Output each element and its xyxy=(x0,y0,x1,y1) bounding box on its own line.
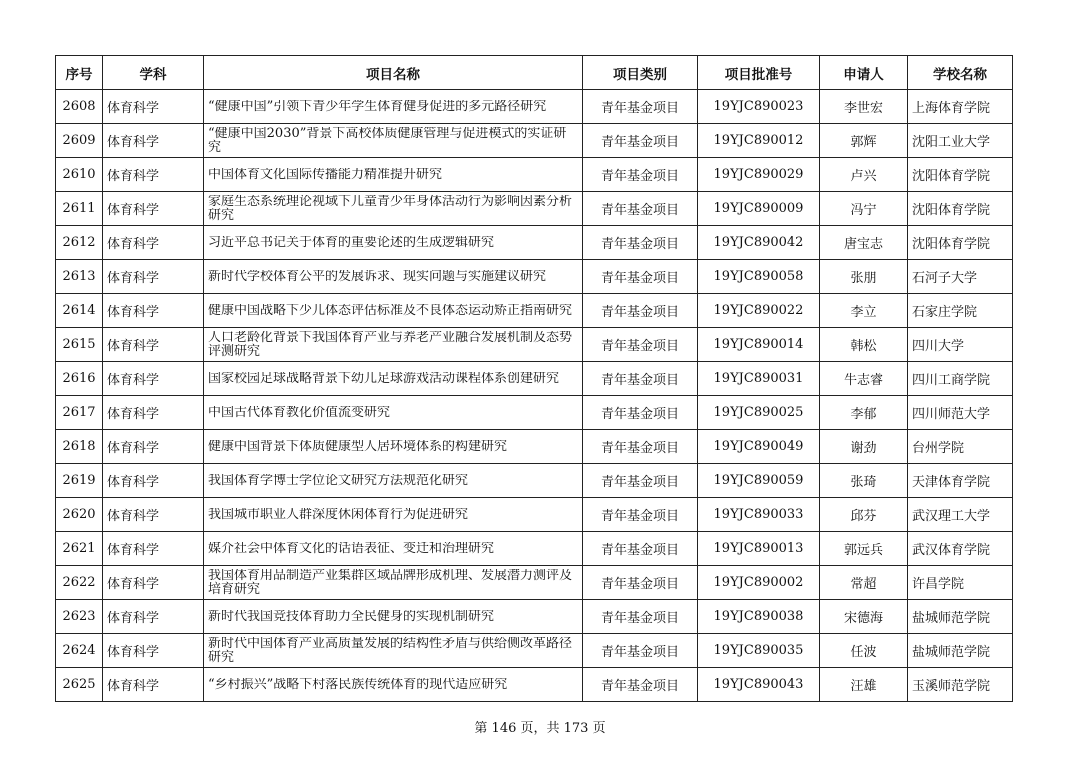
project-name-text: “健康中国”引领下青少年学生体育健身促进的多元路径研究 xyxy=(208,99,547,114)
cell-applicant: 郭远兵 xyxy=(820,532,908,566)
cell-project-name xyxy=(204,90,583,124)
cell-subject: 体育科学 xyxy=(103,566,204,600)
cell-subject: 体育科学 xyxy=(103,362,204,396)
cell-applicant: 卢兴 xyxy=(820,158,908,192)
cell-project-name xyxy=(204,192,583,226)
cell-project-type: 青年基金项目 xyxy=(583,294,698,328)
project-name-text: 新时代学校体育公平的发展诉求、现实问题与实施建议研究 xyxy=(208,269,547,284)
cell-seq: 2620 xyxy=(56,498,103,532)
header-seq: 序号 xyxy=(56,56,103,90)
table-row xyxy=(56,430,1013,464)
cell-subject: 体育科学 xyxy=(103,226,204,260)
cell-project-type: 青年基金项目 xyxy=(583,90,698,124)
cell-school: 石家庄学院 xyxy=(908,294,1013,328)
cell-school: 台州学院 xyxy=(908,430,1013,464)
cell-seq: 2615 xyxy=(56,328,103,362)
cell-applicant: 李立 xyxy=(820,294,908,328)
cell-project-type: 青年基金项目 xyxy=(583,668,698,702)
cell-school: 石河子大学 xyxy=(908,260,1013,294)
cell-project-type: 青年基金项目 xyxy=(583,532,698,566)
cell-applicant: 牛志睿 xyxy=(820,362,908,396)
cell-subject: 体育科学 xyxy=(103,464,204,498)
cell-approval-no: 19YJC890023 xyxy=(698,90,820,124)
cell-project-type: 青年基金项目 xyxy=(583,158,698,192)
cell-subject: 体育科学 xyxy=(103,294,204,328)
cell-school: 武汉体育学院 xyxy=(908,532,1013,566)
cell-applicant: 邱芬 xyxy=(820,498,908,532)
cell-project-type: 青年基金项目 xyxy=(583,634,698,668)
cell-project-type: 青年基金项目 xyxy=(583,362,698,396)
table-row xyxy=(56,328,1013,362)
cell-school: 盐城师范学院 xyxy=(908,634,1013,668)
cell-project-name xyxy=(204,362,583,396)
table-row xyxy=(56,634,1013,668)
cell-seq: 2621 xyxy=(56,532,103,566)
header-applicant: 申请人 xyxy=(820,56,908,90)
cell-project-name xyxy=(204,158,583,192)
cell-project-type: 青年基金项目 xyxy=(583,396,698,430)
cell-seq: 2619 xyxy=(56,464,103,498)
table-row xyxy=(56,158,1013,192)
project-name-text: 国家校园足球战略背景下幼儿足球游戏活动课程体系创建研究 xyxy=(208,371,560,386)
project-name-text: 我国体育学博士学位论文研究方法规范化研究 xyxy=(208,473,469,488)
cell-subject: 体育科学 xyxy=(103,396,204,430)
cell-approval-no: 19YJC890012 xyxy=(698,124,820,158)
table-row xyxy=(56,260,1013,294)
cell-subject: 体育科学 xyxy=(103,532,204,566)
table-row xyxy=(56,124,1013,158)
cell-project-name xyxy=(204,634,583,668)
cell-approval-no: 19YJC890042 xyxy=(698,226,820,260)
cell-project-type: 青年基金项目 xyxy=(583,192,698,226)
table-row xyxy=(56,90,1013,124)
cell-applicant: 冯宁 xyxy=(820,192,908,226)
page-footer: 第 146 页，共 173 页 xyxy=(474,721,606,736)
project-name-text: 我国城市职业人群深度休闲体育行为促进研究 xyxy=(208,507,469,522)
table-row xyxy=(56,498,1013,532)
cell-subject: 体育科学 xyxy=(103,600,204,634)
cell-seq: 2618 xyxy=(56,430,103,464)
cell-project-type: 青年基金项目 xyxy=(583,124,698,158)
cell-subject: 体育科学 xyxy=(103,498,204,532)
cell-approval-no: 19YJC890009 xyxy=(698,192,820,226)
cell-approval-no: 19YJC890049 xyxy=(698,430,820,464)
table-row xyxy=(56,600,1013,634)
project-name-text: 媒介社会中体育文化的话语表征、变迁和治理研究 xyxy=(208,541,495,556)
cell-project-name xyxy=(204,566,583,600)
cell-applicant: 李郁 xyxy=(820,396,908,430)
cell-approval-no: 19YJC890013 xyxy=(698,532,820,566)
cell-subject: 体育科学 xyxy=(103,668,204,702)
cell-applicant: 张琦 xyxy=(820,464,908,498)
cell-project-name xyxy=(204,600,583,634)
cell-applicant: 唐宝志 xyxy=(820,226,908,260)
cell-project-type: 青年基金项目 xyxy=(583,498,698,532)
project-name-text: 我国体育用品制造产业集群区域品牌形成机理、发展潜力测评及培育研究 xyxy=(208,568,573,597)
project-name-text: 中国体育文化国际传播能力精准提升研究 xyxy=(208,167,443,182)
cell-applicant: 汪雄 xyxy=(820,668,908,702)
table-row xyxy=(56,566,1013,600)
cell-project-name xyxy=(204,498,583,532)
table-row xyxy=(56,226,1013,260)
table-row xyxy=(56,396,1013,430)
cell-seq: 2612 xyxy=(56,226,103,260)
table-row xyxy=(56,668,1013,702)
cell-subject: 体育科学 xyxy=(103,634,204,668)
cell-school: 天津体育学院 xyxy=(908,464,1013,498)
cell-project-name xyxy=(204,226,583,260)
cell-seq: 2623 xyxy=(56,600,103,634)
cell-applicant: 宋德海 xyxy=(820,600,908,634)
cell-approval-no: 19YJC890058 xyxy=(698,260,820,294)
table-row xyxy=(56,192,1013,226)
header-approval-no: 项目批准号 xyxy=(698,56,820,90)
cell-school: 沈阳体育学院 xyxy=(908,192,1013,226)
cell-approval-no: 19YJC890025 xyxy=(698,396,820,430)
header-school: 学校名称 xyxy=(908,56,1013,90)
cell-subject: 体育科学 xyxy=(103,124,204,158)
cell-project-type: 青年基金项目 xyxy=(583,226,698,260)
cell-school: 玉溪师范学院 xyxy=(908,668,1013,702)
cell-applicant: 张朋 xyxy=(820,260,908,294)
cell-school: 上海体育学院 xyxy=(908,90,1013,124)
header-project-type: 项目类别 xyxy=(583,56,698,90)
project-name-text: 习近平总书记关于体育的重要论述的生成逻辑研究 xyxy=(208,235,495,250)
header-row xyxy=(56,56,1013,90)
cell-school: 四川师范大学 xyxy=(908,396,1013,430)
cell-subject: 体育科学 xyxy=(103,90,204,124)
cell-seq: 2611 xyxy=(56,192,103,226)
cell-school: 盐城师范学院 xyxy=(908,600,1013,634)
cell-subject: 体育科学 xyxy=(103,158,204,192)
cell-school: 沈阳工业大学 xyxy=(908,124,1013,158)
cell-seq: 2616 xyxy=(56,362,103,396)
cell-approval-no: 19YJC890035 xyxy=(698,634,820,668)
cell-approval-no: 19YJC890038 xyxy=(698,600,820,634)
cell-school: 武汉理工大学 xyxy=(908,498,1013,532)
cell-seq: 2609 xyxy=(56,124,103,158)
cell-subject: 体育科学 xyxy=(103,430,204,464)
cell-seq: 2625 xyxy=(56,668,103,702)
cell-applicant: 谢劲 xyxy=(820,430,908,464)
cell-project-name xyxy=(204,294,583,328)
table-row xyxy=(56,464,1013,498)
cell-subject: 体育科学 xyxy=(103,328,204,362)
cell-project-name xyxy=(204,396,583,430)
project-name-text: 人口老龄化背景下我国体育产业与养老产业融合发展机制及态势评测研究 xyxy=(208,330,573,359)
project-name-text: 新时代中国体育产业高质量发展的结构性矛盾与供给侧改革路径研究 xyxy=(208,636,573,665)
project-table xyxy=(55,55,1013,702)
cell-seq: 2624 xyxy=(56,634,103,668)
cell-seq: 2610 xyxy=(56,158,103,192)
table-row xyxy=(56,362,1013,396)
cell-project-name xyxy=(204,464,583,498)
cell-seq: 2622 xyxy=(56,566,103,600)
cell-approval-no: 19YJC890029 xyxy=(698,158,820,192)
project-name-text: 家庭生态系统理论视域下儿童青少年身体活动行为影响因素分析研究 xyxy=(208,194,573,223)
table-row xyxy=(56,532,1013,566)
project-name-text: “健康中国2030”背景下高校体质健康管理与促进模式的实证研究 xyxy=(208,126,567,155)
cell-project-name xyxy=(204,668,583,702)
cell-applicant: 常超 xyxy=(820,566,908,600)
project-name-text: 健康中国背景下体质健康型人居环境体系的构建研究 xyxy=(208,439,508,454)
cell-seq: 2608 xyxy=(56,90,103,124)
project-name-text: 健康中国战略下少儿体态评估标准及不良体态运动矫正指南研究 xyxy=(208,303,573,318)
cell-project-name xyxy=(204,328,583,362)
header-project-name: 项目名称 xyxy=(204,56,583,90)
cell-project-type: 青年基金项目 xyxy=(583,260,698,294)
project-name-text: 中国古代体育教化价值流变研究 xyxy=(208,405,391,420)
cell-school: 四川工商学院 xyxy=(908,362,1013,396)
cell-applicant: 韩松 xyxy=(820,328,908,362)
cell-project-name xyxy=(204,124,583,158)
cell-approval-no: 19YJC890002 xyxy=(698,566,820,600)
cell-project-type: 青年基金项目 xyxy=(583,430,698,464)
cell-project-name xyxy=(204,532,583,566)
cell-applicant: 任波 xyxy=(820,634,908,668)
cell-project-type: 青年基金项目 xyxy=(583,566,698,600)
cell-seq: 2617 xyxy=(56,396,103,430)
cell-seq: 2614 xyxy=(56,294,103,328)
cell-school: 沈阳体育学院 xyxy=(908,226,1013,260)
cell-school: 沈阳体育学院 xyxy=(908,158,1013,192)
cell-school: 四川大学 xyxy=(908,328,1013,362)
cell-subject: 体育科学 xyxy=(103,260,204,294)
cell-subject: 体育科学 xyxy=(103,192,204,226)
cell-approval-no: 19YJC890031 xyxy=(698,362,820,396)
cell-applicant: 李世宏 xyxy=(820,90,908,124)
project-name-text: “乡村振兴”战略下村落民族传统体育的现代适应研究 xyxy=(208,677,508,692)
cell-project-type: 青年基金项目 xyxy=(583,328,698,362)
cell-approval-no: 19YJC890043 xyxy=(698,668,820,702)
cell-project-type: 青年基金项目 xyxy=(583,600,698,634)
cell-approval-no: 19YJC890033 xyxy=(698,498,820,532)
cell-project-name xyxy=(204,260,583,294)
cell-project-name xyxy=(204,430,583,464)
header-subject: 学科 xyxy=(103,56,204,90)
table-row xyxy=(56,294,1013,328)
cell-applicant: 郭辉 xyxy=(820,124,908,158)
cell-approval-no: 19YJC890014 xyxy=(698,328,820,362)
cell-approval-no: 19YJC890022 xyxy=(698,294,820,328)
cell-project-type: 青年基金项目 xyxy=(583,464,698,498)
project-name-text: 新时代我国竞技体育助力全民健身的实现机制研究 xyxy=(208,609,495,624)
cell-seq: 2613 xyxy=(56,260,103,294)
cell-approval-no: 19YJC890059 xyxy=(698,464,820,498)
cell-school: 许昌学院 xyxy=(908,566,1013,600)
